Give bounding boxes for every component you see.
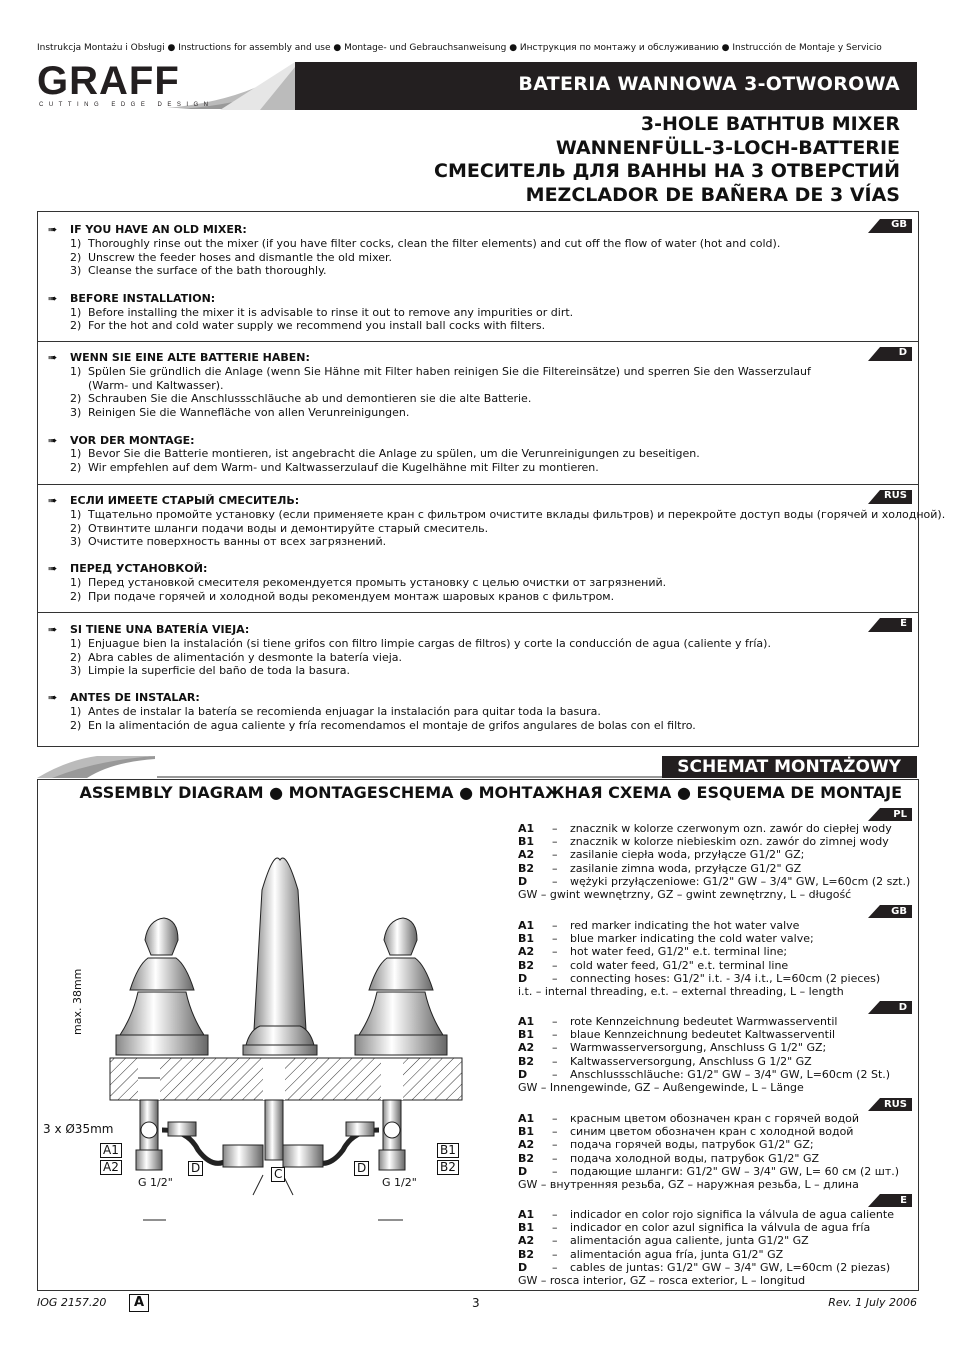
legend-es: E A1 – indicador en color rojo significa la válvula de agua caliente B1 – indicador en color azul significa la válvula de agua fría A2 – alimentación agua caliente, junta G1/2" GZ B2 – alimentación agua fría, junta G1/2" GZ D – cables de juntas: G1/2" GW – 3/4" GW, L=60cm (2 piezas) GW – rosca interior, GZ – rosca exterior, L – longitud [518, 1208, 918, 1292]
title-bar [200, 62, 916, 110]
title-es: MEZCLADOR DE BAÑERA DE 3 VÍAS [525, 183, 900, 206]
document-revision-box: A [129, 1294, 149, 1312]
label-a2: A2 [100, 1160, 122, 1175]
legend-pl: PL A1 – znacznik w kolorze czerwonym ozn. zawór do ciepłej wody B1 – znacznik w kolorze niebieskim ozn. zawór do zimnej wody A2 – zasilanie ciepła woda, przyłącze G1/2" GZ; B2 – zasilanie zimna woda, przyłącze G1/2" GZ D – wężyki przyłączeniowe: G1/2" GW – 3/4" GW, L=60cm (2 szt.) GW – gwint wewnętrzny, GZ – gwint zewnętrzny, L – długość [518, 809, 911, 901]
assembly-box [37, 779, 919, 1291]
section-ru: RUS ➠ ЕСЛИ ИМЕЕТЕ СТАРЫЙ СМЕСИТЕЛЬ: 1) Тщательно промойте установку (если применяете кран с фильтром очистите вклады фильтров) и перекройте доступ воды (горячей и холодной). 2) Отвинтите шланги подачи воды и демонтируйте старый смеситель. 3) Очистите поверхность ванны от всех загрязнений. ➠ ПЕРЕД УСТАНОВКОЙ: 1) Перед установкой смесителя рекомендуется промыть установку с целью очистки от загрязнений. 2) При подаче горячей и холодной воды рекомендуем монтаж шаровых кранов с фильтром. [38, 484, 918, 613]
document-code: IOG 2157.20 [37, 1296, 107, 1309]
title-de: WANNENFÜLL-3-LOCH-BATTERIE [555, 136, 900, 159]
label-c: C [271, 1167, 285, 1182]
label-max-depth: max. 38mm [71, 968, 84, 1035]
label-a1: A1 [100, 1143, 122, 1158]
assembly-bar [37, 756, 917, 778]
title-gb: 3-HOLE BATHTUB MIXER [640, 113, 900, 135]
section-gb: GB ➠ IF YOU HAVE AN OLD MIXER: 1) Thoroughly rinse out the mixer (if you have filter cocks, clean the filter elements) and cut off the flow of water (hot and cold). 2) Unscrew the feeder hoses and dismantle the old mixer. 3) Cleanse the surface of the bath thoroughly. ➠ BEFORE INSTALLATION: 1) Before installing the mixer it is advisable to rinse it out to remove any impurities or dirt. 2) For the hot and cold water supply we recommend you install ball cocks with filters. [38, 212, 918, 342]
logo-tagline: CUTTING EDGE DESIGN [39, 102, 214, 108]
section-es: E ➠ SI TIENE UNA BATERÍA VIEJA: 1) Enjuague bien la instalación (si tiene grifos con filtro limpie cargas de filtros) y corte la conducción de agua (caliente y fría). 2) Abra cables de alimentación y desmonte la batería vieja. 3) Limpie la superficie del baño de toda la basura. ➠ ANTES DE INSTALAR: 1) Antes de instalar la batería se recomienda enjuagar la instalación para quitar toda la basura. 2) En la alimentación de agua caliente y fría recomendamos el montaje de grifos angulares de bolas con el filtro. [38, 612, 918, 746]
lang-tag-ru: RUS [868, 489, 912, 503]
label-b1: B1 [437, 1143, 459, 1158]
instructions-box [37, 211, 946, 747]
heading-gb-old: ➠ IF YOU HAVE AN OLD MIXER: [48, 223, 247, 236]
product-titles [434, 113, 900, 207]
title-ru: СМЕСИТЕЛЬ ДЛЯ ВАННЫ НА 3 ОТВЕРСТИЙ [434, 160, 900, 182]
label-d-left: D [188, 1161, 203, 1176]
label-g-left: G 1/2" [138, 1176, 173, 1189]
revision-date: Rev. 1 July 2006 [828, 1296, 917, 1309]
header-languages-line: Instrukcja Montażu i Obsługi ● Instructions for assembly and use ● Montage- und Gebrauchsanweisung ● Инструкция по монтажу и обслуживанию ● Instrucción de Montaje y Servicio [37, 43, 882, 53]
lang-tag-de: D [868, 346, 912, 360]
section-de: D ➠ WENN SIE EINE ALTE BATTERIE HABEN: 1) Spülen Sie gründlich die Anlage (wenn Sie Hähne mit Filter haben reinigen Sie die Filtereinsätze) und sperren Sie den Wasserzulauf (Warm- und Kaltwasser). 2) Schrauben Sie die Anschlussschläuche ab und demontieren sie die alte Batterie. 3) Reinigen Sie die Wannefläche von allen Verunreinigungen. ➠ VOR DER MONTAGE: 1) Bevor Sie die Batterie montieren, ist angebracht die Anlage zu spülen, um die Verunreinigungen zu beseitigen. 2) Wir empfehlen auf dem Warm- und Kaltwasserzulauf die Kugelhähne mit Filter zu montieren. [38, 341, 918, 485]
logo-text: GRAFF [37, 60, 180, 103]
label-hole-size: 3 x Ø35mm [43, 1122, 114, 1136]
title-pl: BATERIA WANNOWA 3-OTWOROWA [518, 73, 900, 95]
lang-tag-gb: GB [868, 218, 912, 232]
legend-de: D A1 – rote Kennzeichnung bedeutet Warmwasserventil B1 – blaue Kennzeichnung bedeutet Kaltwasserventil A2 – Warmwasserversorgung, Anschluss G 1/2" GZ; B2 – Kaltwasserversorgung, Anschluss G 1/2" GZ D – Anschlussschläuche: G1/2" GW – 3/4" GW, L=60cm (2 St.) GW – Innengewinde, GZ – Außengewinde, L – Länge [518, 1015, 918, 1099]
page-number: 3 [472, 1296, 480, 1310]
heading-gb-before: ➠ BEFORE INSTALLATION: [48, 292, 216, 305]
faucet-diagram [38, 840, 468, 1260]
legend-ru: RUS A1 – красным цветом обозначен кран с горячей водой B1 – синим цветом обозначен кран с холодной водой A2 – подача горячей воды, патрубок G1/2" GZ; B2 – подача холодной воды, патрубок G1/2" GZ D – подающие шланги: G1/2" GW – 3/4" GW, L= 60 см (2 шт.) GW – внутренняя резьба, GZ – наружная резьба, L – длина [518, 1112, 918, 1196]
legend-gb: GB A1 – red marker indicating the hot water valve B1 – blue marker indicating the cold water valve; A2 – hot water feed, G1/2" e.t. terminal line; B2 – cold water feed, G1/2" e.t. terminal line D – connecting hoses: G1/2" i.t. - 3/4 i.t., L=60cm (2 pieces) i.t. – internal threading, e.t. – external threading, L – length [518, 919, 918, 1003]
assembly-title-pl: SCHEMAT MONTAŻOWY [677, 757, 901, 777]
label-g-right: G 1/2" [382, 1176, 417, 1189]
label-d-right: D [354, 1161, 369, 1176]
assembly-title: ASSEMBLY DIAGRAM ● MONTAGESCHEMA ● МОНТАЖНАЯ СХЕМА ● ESQUEMA DE MONTAJE [79, 783, 902, 802]
lang-tag-es: E [868, 617, 912, 631]
label-b2: B2 [437, 1160, 459, 1175]
